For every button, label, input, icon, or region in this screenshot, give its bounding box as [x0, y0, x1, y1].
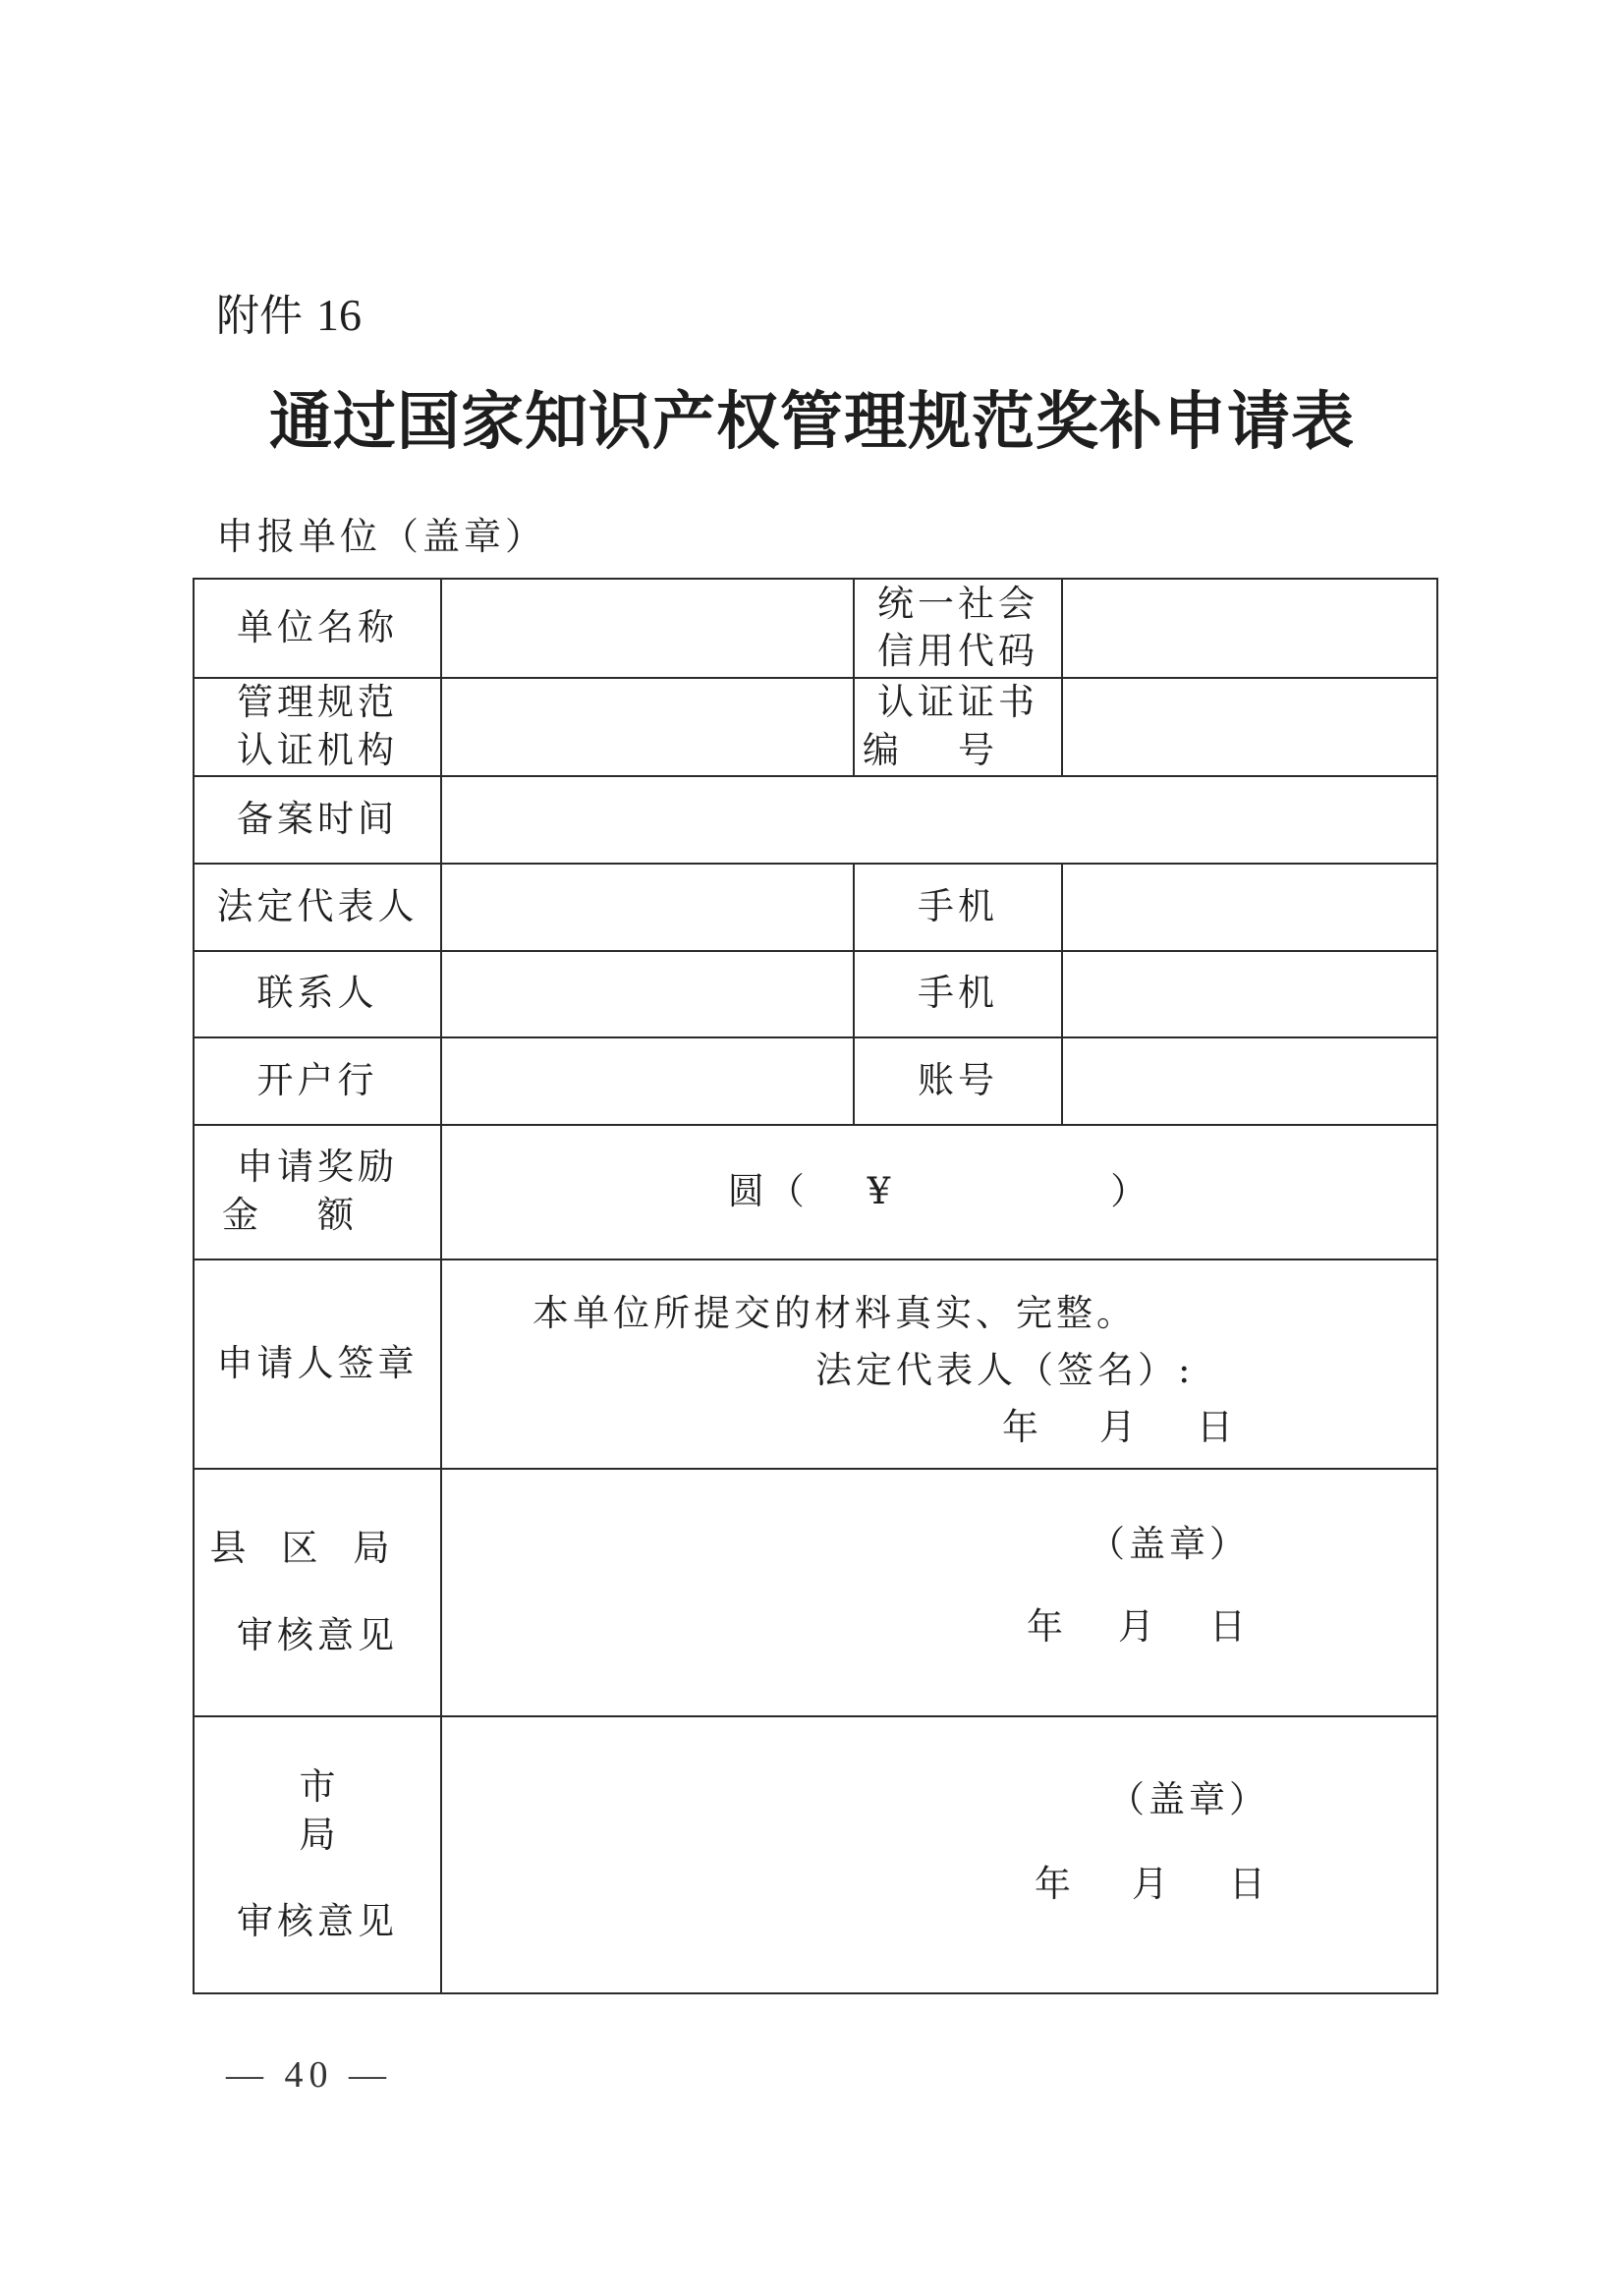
page-title: 通过国家知识产权管理规范奖补申请表 [269, 386, 1355, 459]
credit-code-label [854, 579, 1062, 678]
cert-org-label-line2: 认证机构 [237, 729, 398, 772]
declaration-text: 本单位所提交的材料真实、完整。 [532, 1291, 1137, 1334]
county-month: 月 [1118, 1605, 1158, 1649]
form-row-unit [194, 579, 1437, 678]
bank-field[interactable] [441, 1037, 854, 1125]
yuan-symbol: ¥ [867, 1169, 895, 1212]
county-year: 年 [1027, 1605, 1067, 1649]
county-day: 日 [1209, 1605, 1250, 1649]
county-seal-label: （盖章） [1089, 1523, 1250, 1566]
applicant-sign-label: 申请人签章 [194, 1259, 441, 1469]
cert-number-label [854, 678, 1062, 777]
form-row-amount [194, 1125, 1437, 1259]
account-field[interactable] [1062, 1037, 1437, 1125]
credit-code-label-line2: 信用代码 [877, 630, 1038, 673]
contact-mobile-field[interactable] [1062, 951, 1437, 1038]
unit-name-label: 单位名称 [194, 579, 441, 678]
amount-unit: 圆（ [727, 1169, 809, 1212]
county-review-label-line2: 审核意见 [237, 1614, 398, 1657]
contact-label: 联系人 [194, 951, 441, 1038]
cert-number-label-line2: 编号 [863, 729, 1053, 772]
legal-rep-field[interactable] [441, 864, 854, 951]
page-number: — 40 — [226, 2054, 392, 2096]
legal-rep-label: 法定代表人 [194, 864, 441, 951]
cert-org-field[interactable] [441, 678, 854, 777]
city-review-field[interactable] [441, 1716, 1437, 1993]
amount-label [194, 1125, 441, 1259]
form-row-legal-rep [194, 864, 1437, 951]
cert-org-label [194, 678, 441, 777]
attachment-text: 附件 [216, 291, 303, 341]
applicant-unit-label: 申报单位（盖章） [216, 515, 547, 558]
amount-field[interactable] [441, 1125, 1437, 1259]
city-month: 月 [1132, 1862, 1172, 1905]
sign-month: 月 [1099, 1405, 1140, 1448]
form-row-county-review [194, 1469, 1437, 1716]
city-review-date [1035, 1861, 1269, 1909]
amount-label-line1: 申请奖励 [237, 1146, 398, 1189]
contact-mobile-label: 手机 [854, 951, 1062, 1038]
form-row-signature [194, 1259, 1437, 1469]
cert-org-label-line1: 管理规范 [237, 681, 398, 724]
city-review-label-line1: 市局 [299, 1764, 434, 1856]
credit-code-label-line1: 统一社会 [877, 582, 1038, 625]
account-label: 账号 [854, 1037, 1062, 1125]
filing-time-label: 备案时间 [194, 776, 441, 864]
city-review-label [194, 1716, 441, 1993]
contact-field[interactable] [441, 951, 854, 1038]
legal-rep-mobile-field[interactable] [1062, 864, 1437, 951]
sign-date [1002, 1404, 1237, 1452]
legal-rep-mobile-label: 手机 [854, 864, 1062, 951]
city-seal-label: （盖章） [1108, 1777, 1269, 1820]
credit-code-field[interactable] [1062, 579, 1437, 678]
attachment-label [216, 280, 362, 343]
unit-name-field[interactable] [441, 579, 854, 678]
filing-time-field[interactable] [441, 776, 1437, 864]
sign-day: 日 [1197, 1405, 1237, 1448]
attachment-number: 16 [316, 290, 362, 340]
legal-rep-sign-label: 法定代表人（签名）: [815, 1348, 1195, 1391]
form-row-cert [194, 678, 1437, 777]
amount-label-line2: 金额 [222, 1194, 413, 1237]
cert-number-label-line1: 认证证书 [877, 681, 1038, 724]
county-review-label [194, 1469, 441, 1716]
county-review-date [1027, 1603, 1250, 1651]
amount-close-paren: ） [1110, 1169, 1151, 1212]
applicant-sign-field[interactable] [441, 1259, 1437, 1469]
form-row-filing [194, 776, 1437, 864]
city-year: 年 [1035, 1862, 1075, 1905]
bank-label: 开户行 [194, 1037, 441, 1125]
form-row-city-review [194, 1716, 1437, 1993]
application-form [193, 578, 1438, 1994]
city-review-label-line2: 审核意见 [237, 1900, 398, 1943]
form-row-bank [194, 1037, 1437, 1125]
sign-year: 年 [1002, 1405, 1042, 1448]
cert-number-field[interactable] [1062, 678, 1437, 777]
county-review-label-line1: 县区局 [209, 1527, 425, 1570]
county-review-field[interactable] [441, 1469, 1437, 1716]
city-day: 日 [1229, 1862, 1269, 1905]
form-row-contact [194, 951, 1437, 1038]
